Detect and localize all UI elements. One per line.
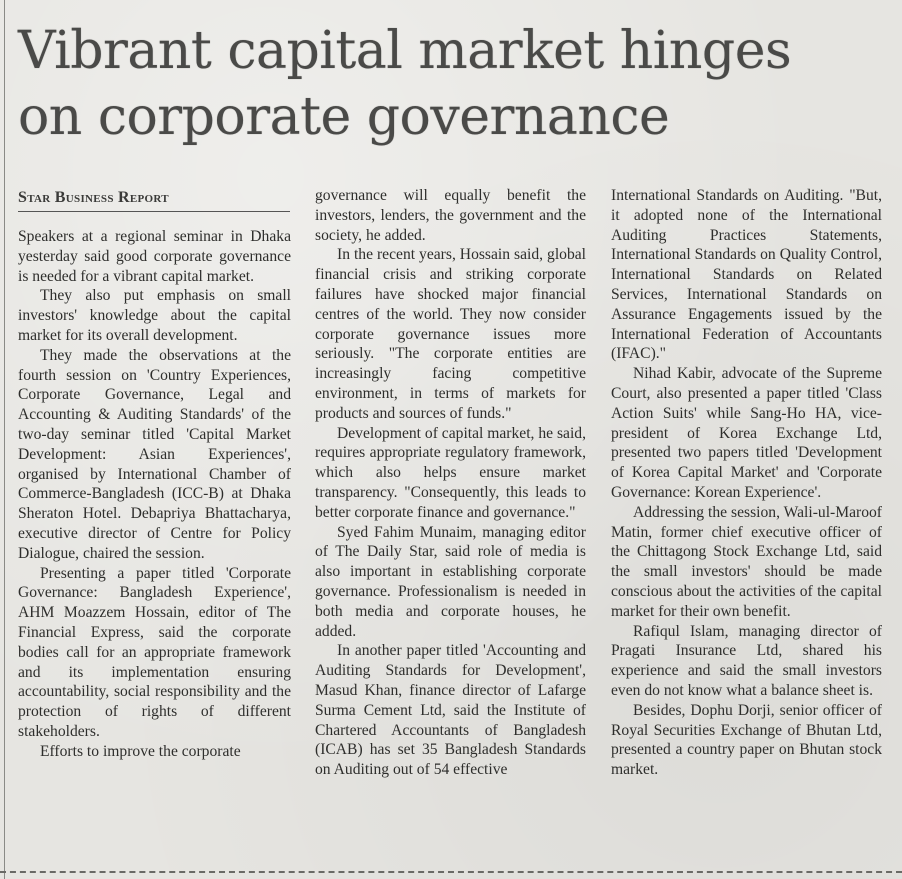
paragraph: Nihad Kabir, advocate of the Supreme Court, also presented a paper titled 'Class Action Suits' while Sang-Ho HA, vice-president of Korea Exchange Ltd, presented two papers titled 'Development of Korea Capital Market' and 'Corporate Governance: Korean Experience'. — [611, 365, 882, 501]
article-column-3 — [611, 186, 882, 780]
paragraph: Besides, Dophu Dorji, senior officer of Royal Securities Exchange of Bhutan Ltd, presented a country paper on Bhutan stock market. — [611, 701, 882, 779]
article-column-1 — [18, 227, 291, 762]
article-column-2 — [315, 186, 586, 780]
paragraph: governance will equally benefit the investors, lenders, the government and the society, he added. — [315, 187, 586, 244]
paragraph: Efforts to improve the corporate — [40, 742, 241, 760]
paragraph: In another paper titled 'Accounting and Auditing Standards for Development', Masud Khan, finance director of Lafarge Surma Cement Ltd, said the Institute of Chartered Accountants of Bangladesh (ICAB) has set 35 Bangladesh Standards on Auditing out of 54 effective — [315, 642, 586, 779]
headline-line-1: Vibrant capital market hinges — [18, 21, 792, 81]
paragraph: Syed Fahim Munaim, managing editor of The Daily Star, said role of media is also important in establishing corporate governance. Professionalism is needed in both media and corporate houses, he added. — [315, 523, 586, 640]
cut-line — [0, 871, 902, 873]
paragraph: Presenting a paper titled 'Corporate Governance: Bangladesh Experience', AHM Moazzem Hossain, editor of The Financial Express, said the corporate bodies call for an appropriate framework and its implementation ensuring accountability, social responsibility and the protection of rights of different stakeholders. — [18, 564, 291, 740]
byline: Star Business Report — [18, 189, 290, 212]
headline-line-2: on corporate governance — [18, 87, 670, 147]
paragraph: Addressing the session, Wali-ul-Maroof Matin, former chief executive officer of the Chittagong Stock Exchange Ltd, said the small investors' should be made conscious about the activities of the capital market for their own benefit. — [611, 503, 882, 620]
paragraph: In the recent years, Hossain said, global financial crisis and striking corporate failures have shocked major financial centres of the world. They now consider corporate governance issues more seriously. "The corporate entities are increasingly facing competitive environment, in terms of markets for products and sources of funds." — [315, 246, 586, 422]
headline — [18, 18, 898, 150]
column-rule — [4, 0, 5, 879]
paragraph: Development of capital market, he said, requires appropriate regulatory framework, which also helps ensure market transparency. "Consequently, this leads to better corporate finance and governance." — [315, 424, 586, 521]
paragraph: Speakers at a regional seminar in Dhaka yesterday said good corporate governance is needed for a vibrant capital market. — [18, 228, 291, 285]
paragraph: They made the observations at the fourth session on 'Country Experiences, Corporate Governance, Legal and Accounting & Auditing Standards' of the two-day seminar titled 'Capital Market Development: Asian Experiences', organised by International Chamber of Commerce-Bangladesh (ICC-B) at Dhaka Sheraton Hotel. Debapriya Bhattacharya, executive director of Centre for Policy Dialogue, chaired the session. — [18, 346, 291, 562]
paragraph: They also put emphasis on small investors' knowledge about the capital market for its overall development. — [18, 287, 291, 344]
paragraph: Rafiqul Islam, managing director of Pragati Insurance Ltd, shared his experience and said the small investors even do not know what a balance sheet is. — [611, 622, 882, 699]
paragraph: International Standards on Auditing. "But, it adopted none of the International Auditing Practices Statements, International Standards on Quality Control, International Standards on Related Services, International Standards on Assurance Engagements issued by the International Federation of Accountants (IFAC)." — [611, 187, 882, 363]
